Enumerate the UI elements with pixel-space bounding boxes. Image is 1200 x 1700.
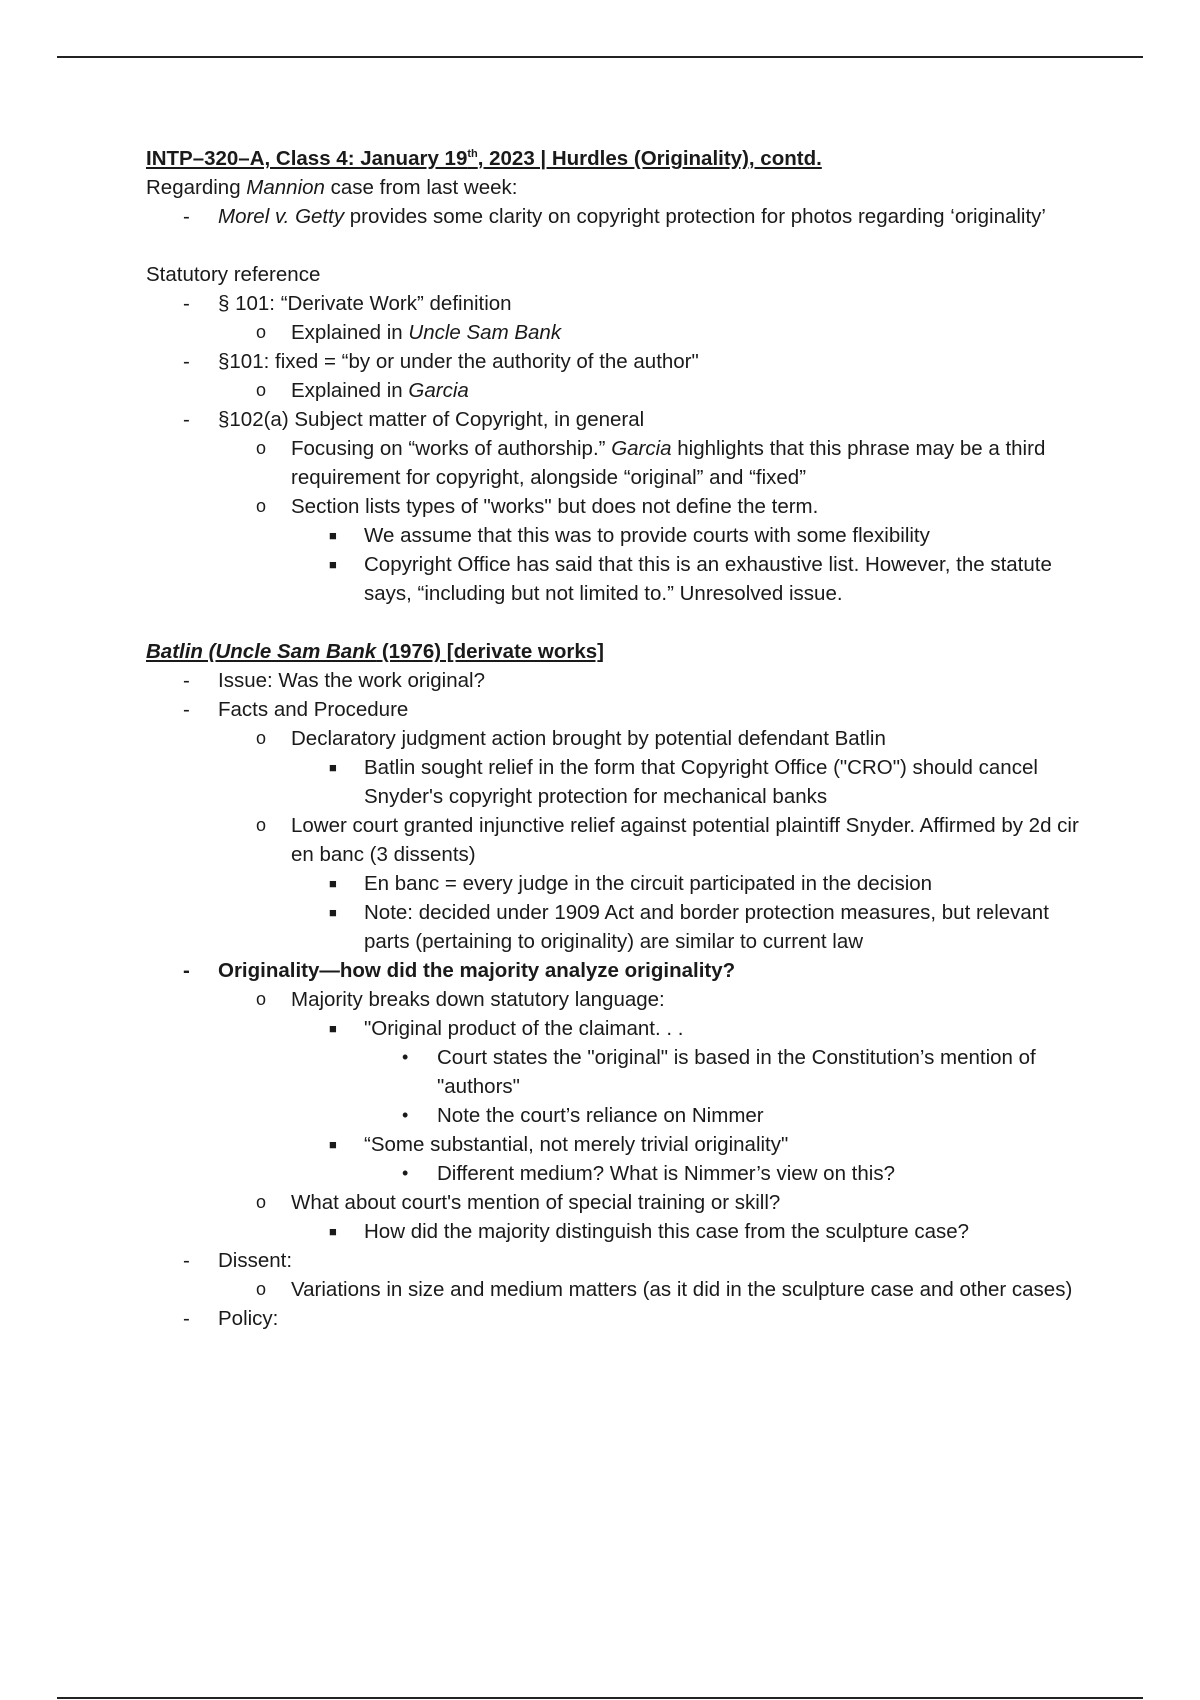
list-item: - Dissent: <box>183 1249 293 1272</box>
list-item: ■ How did the majority distinguish this case from the sculpture case? <box>329 1220 970 1243</box>
list-item: - Issue: Was the work original? <box>183 669 485 692</box>
list-item: ■ "Original product of the claimant. . . <box>329 1017 684 1040</box>
list-item: ■ Note: decided under 1909 Act and border protection measures, but relevant parts (pertaining to originality) are similar to current law <box>329 901 1049 953</box>
list-item: o Explained in Garcia <box>256 379 469 402</box>
list-item: - § 101: “Derivate Work” definition <box>183 292 512 315</box>
section-title-statutory: Statutory reference <box>146 263 321 286</box>
page-title: INTP–320–A, Class 4: January 19th, 2023 | Hurdles (Originality), contd. <box>146 147 822 170</box>
list-item: - Facts and Procedure <box>183 698 409 721</box>
list-item: - Morel v. Getty provides some clarity on copyright protection for photos regarding ‘originality’ <box>183 205 1046 228</box>
list-item: - Policy: <box>183 1307 279 1330</box>
list-item: ■ En banc = every judge in the circuit participated in the decision <box>329 872 933 895</box>
list-item: ■ Batlin sought relief in the form that Copyright Office ("CRO") should cancel Snyder's copyright protection for mechanical banks <box>329 756 1038 808</box>
list-item: • Note the court’s reliance on Nimmer <box>402 1104 764 1127</box>
list-item: o Variations in size and medium matters (as it did in the sculpture case and other cases) <box>256 1278 1073 1301</box>
top-rule <box>57 56 1143 58</box>
list-item: o Lower court granted injunctive relief against potential plaintiff Snyder. Affirmed by 2d cir en banc (3 dissents) <box>256 814 1079 866</box>
list-item: - §102(a) Subject matter of Copyright, in general <box>183 408 645 431</box>
list-item: • Different medium? What is Nimmer’s view on this? <box>402 1162 895 1185</box>
document-page <box>146 144 1086 1333</box>
bottom-rule <box>57 1697 1143 1699</box>
list-item: - Originality—how did the majority analyze originality? <box>183 959 736 982</box>
list-item: • Court states the "original" is based in the Constitution’s mention of "authors" <box>402 1046 1036 1098</box>
list-item: o Explained in Uncle Sam Bank <box>256 321 562 344</box>
section-title-batlin: Batlin (Uncle Sam Bank (1976) [derivate works] <box>146 640 604 663</box>
list-item: o Declaratory judgment action brought by potential defendant Batlin <box>256 727 886 750</box>
list-item: ■ We assume that this was to provide courts with some flexibility <box>329 524 930 547</box>
list-item: ■ Copyright Office has said that this is an exhaustive list. However, the statute says, “including but not limited to.” Unresolved issue. <box>329 553 1052 605</box>
list-item: ■ “Some substantial, not merely trivial originality" <box>329 1133 789 1156</box>
list-item: - §101: fixed = “by or under the authority of the author" <box>183 350 699 373</box>
list-item: o Majority breaks down statutory language: <box>256 988 665 1011</box>
list-item: o What about court's mention of special training or skill? <box>256 1191 781 1214</box>
list-item: o Focusing on “works of authorship.” Garcia highlights that this phrase may be a third requirement for copyright, alongside “original” and “fixed” <box>256 437 1046 489</box>
intro-line: Regarding Mannion case from last week: <box>146 176 518 199</box>
list-item: o Section lists types of "works" but does not define the term. <box>256 495 819 518</box>
